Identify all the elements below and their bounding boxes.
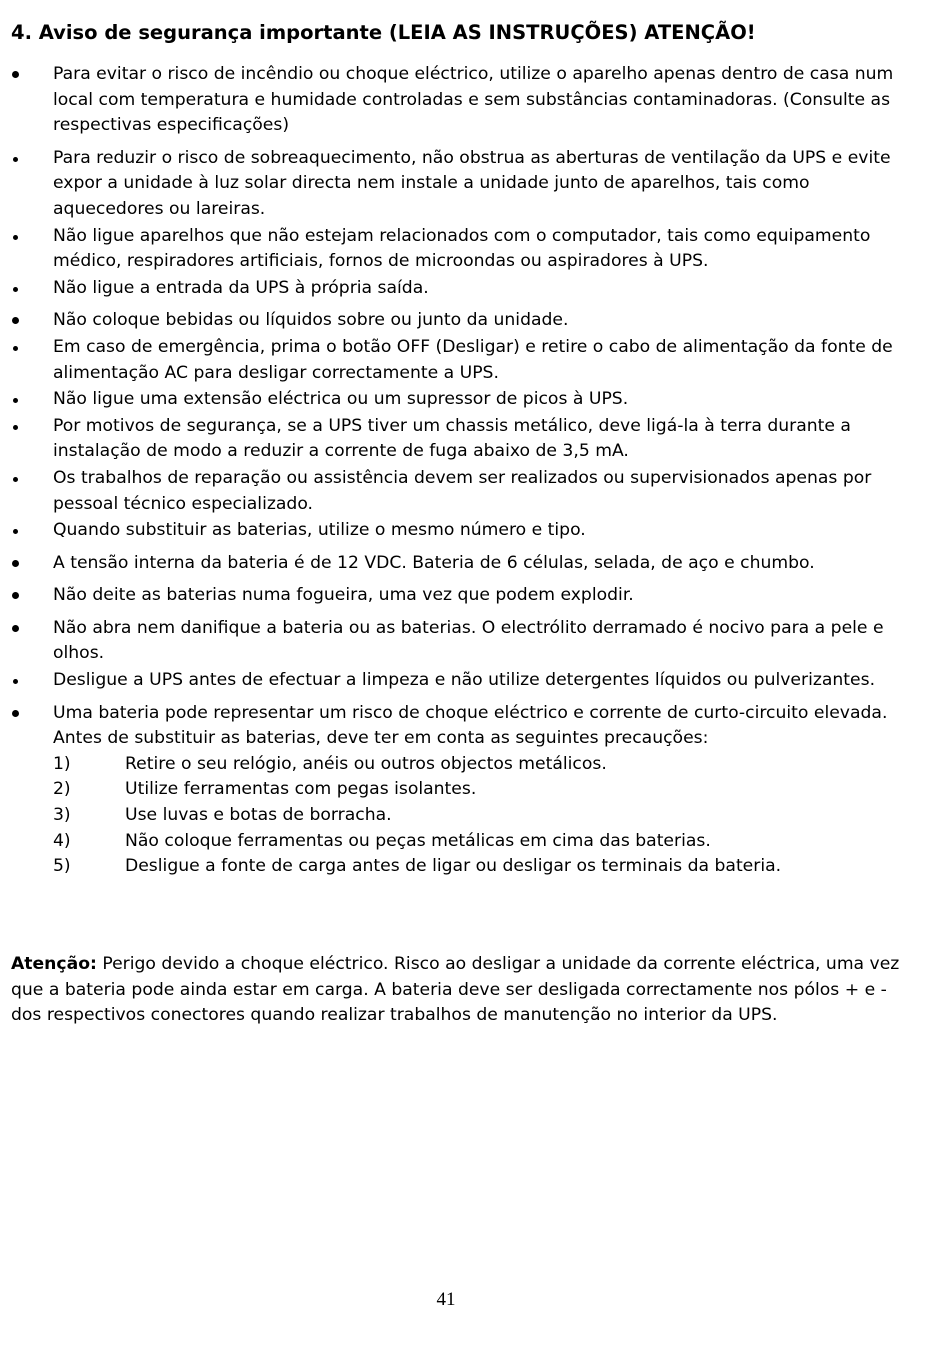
bullet-icon xyxy=(12,625,19,632)
bullet-icon xyxy=(13,287,18,292)
precaution-text: Retire o seu relógio, anéis ou outros objectos metálicos. xyxy=(125,753,607,774)
precaution-item xyxy=(53,752,910,778)
bullet-icon xyxy=(12,710,19,717)
bullet-icon xyxy=(13,425,18,430)
list-item xyxy=(0,668,950,694)
precaution-text: Use luvas e botas de borracha. xyxy=(125,805,392,826)
bullet-icon xyxy=(13,529,18,534)
list-item-text: Não deite as baterias numa fogueira, uma vez que podem explodir. xyxy=(53,585,634,606)
list-item xyxy=(0,551,950,577)
list-item-text: Para evitar o risco de incêndio ou choque eléctrico, utilize o aparelho apenas dentro de casa num local com temperatura e humidade controladas e sem substâncias contaminadoras. (Consulte as respectivas especificações) xyxy=(53,64,894,136)
list-item xyxy=(0,583,950,609)
list-item xyxy=(0,308,950,334)
list-item xyxy=(0,701,950,880)
list-item-text: Não abra nem danifique a bateria ou as baterias. O electrólito derramado é nocivo para a pele e olhos. xyxy=(53,617,884,664)
precaution-item xyxy=(53,803,910,829)
list-item-text: Não coloque bebidas ou líquidos sobre ou junto da unidade. xyxy=(53,310,569,331)
precaution-item xyxy=(53,829,910,855)
list-item-text: Não ligue aparelhos que não estejam relacionados com o computador, tais como equipamento médico, respiradores artificiais, fornos de microondas ou aspiradores à UPS. xyxy=(53,225,871,272)
list-item xyxy=(0,276,950,302)
precaution-text: Desligue a fonte de carga antes de ligar ou desligar os terminais da bateria. xyxy=(125,856,782,877)
precaution-item xyxy=(53,854,910,880)
list-item-text: Em caso de emergência, prima o botão OFF (Desligar) e retire o cabo de alimentação da fonte de alimentação AC para desligar correctamente a UPS. xyxy=(53,336,893,383)
bullet-icon xyxy=(12,317,19,324)
safety-bullet-list xyxy=(0,62,950,881)
bullet-icon xyxy=(13,477,18,482)
precaution-list xyxy=(53,752,910,880)
bullet-icon xyxy=(12,560,19,567)
bullet-icon xyxy=(13,398,18,403)
list-item xyxy=(0,387,950,413)
precaution-number: 5) xyxy=(53,856,71,877)
list-item-text: Desligue a UPS antes de efectuar a limpeza e não utilize detergentes líquidos ou pulverizantes. xyxy=(53,670,876,691)
list-item-text: Quando substituir as baterias, utilize o mesmo número e tipo. xyxy=(53,520,586,541)
list-item-text: Os trabalhos de reparação ou assistência devem ser realizados ou supervisionados apenas por pessoal técnico especializado. xyxy=(53,467,872,514)
list-item-text: Uma bateria pode representar um risco de choque eléctrico e corrente de curto-circuito elevada. Antes de substituir as baterias, deve ter em conta as seguintes precauções: xyxy=(53,702,888,749)
list-item-text: Para reduzir o risco de sobreaquecimento, não obstrua as aberturas de ventilação da UPS e evite expor a unidade à luz solar directa nem instale a unidade junto de aparelhos, tais como aquecedores ou lareiras. xyxy=(53,147,891,219)
precaution-number: 4) xyxy=(53,830,71,851)
list-item xyxy=(0,466,950,517)
list-item-text: A tensão interna da bateria é de 12 VDC. Bateria de 6 células, selada, de aço e chumbo. xyxy=(53,552,815,573)
list-item xyxy=(0,146,950,223)
section-heading: 4. Aviso de segurança importante (LEIA AS INSTRUÇÕES) ATENÇÃO! xyxy=(11,21,756,44)
precaution-number: 3) xyxy=(53,805,71,826)
list-item-text: Por motivos de segurança, se a UPS tiver um chassis metálico, deve ligá-la à terra durante a instalação de modo a reduzir a corrente de fuga abaixo de 3,5 mA. xyxy=(53,415,851,462)
bullet-icon xyxy=(12,71,19,78)
warning-label: Atenção: xyxy=(11,954,97,974)
bullet-icon xyxy=(13,157,18,162)
list-item-text: Não ligue uma extensão eléctrica ou um supressor de picos à UPS. xyxy=(53,389,629,410)
list-item xyxy=(0,518,950,544)
precaution-text: Utilize ferramentas com pegas isolantes. xyxy=(125,779,477,800)
list-item-text: Não ligue a entrada da UPS à própria saída. xyxy=(53,277,429,298)
bullet-icon xyxy=(12,592,19,599)
list-item xyxy=(0,616,950,667)
precaution-number: 1) xyxy=(53,753,71,774)
list-item xyxy=(0,62,950,139)
bullet-icon xyxy=(13,235,18,240)
precaution-number: 2) xyxy=(53,779,71,800)
bullet-icon xyxy=(13,346,18,351)
precaution-item xyxy=(53,777,910,803)
warning-text: Perigo devido a choque eléctrico. Risco ao desligar a unidade da corrente eléctrica, uma vez que a bateria pode ainda estar em carga. A bateria deve ser desligada correctamente nos pólos + e - dos respectivos conectores quando realizar trabalhos de manutenção no interior da UPS. xyxy=(11,954,900,1026)
warning-paragraph xyxy=(11,952,901,1029)
list-item xyxy=(0,335,950,386)
list-item xyxy=(0,224,950,275)
precaution-text: Não coloque ferramentas ou peças metálicas em cima das baterias. xyxy=(125,830,711,851)
page-number: 41 xyxy=(436,1289,456,1310)
list-item xyxy=(0,414,950,465)
bullet-icon xyxy=(13,679,18,684)
